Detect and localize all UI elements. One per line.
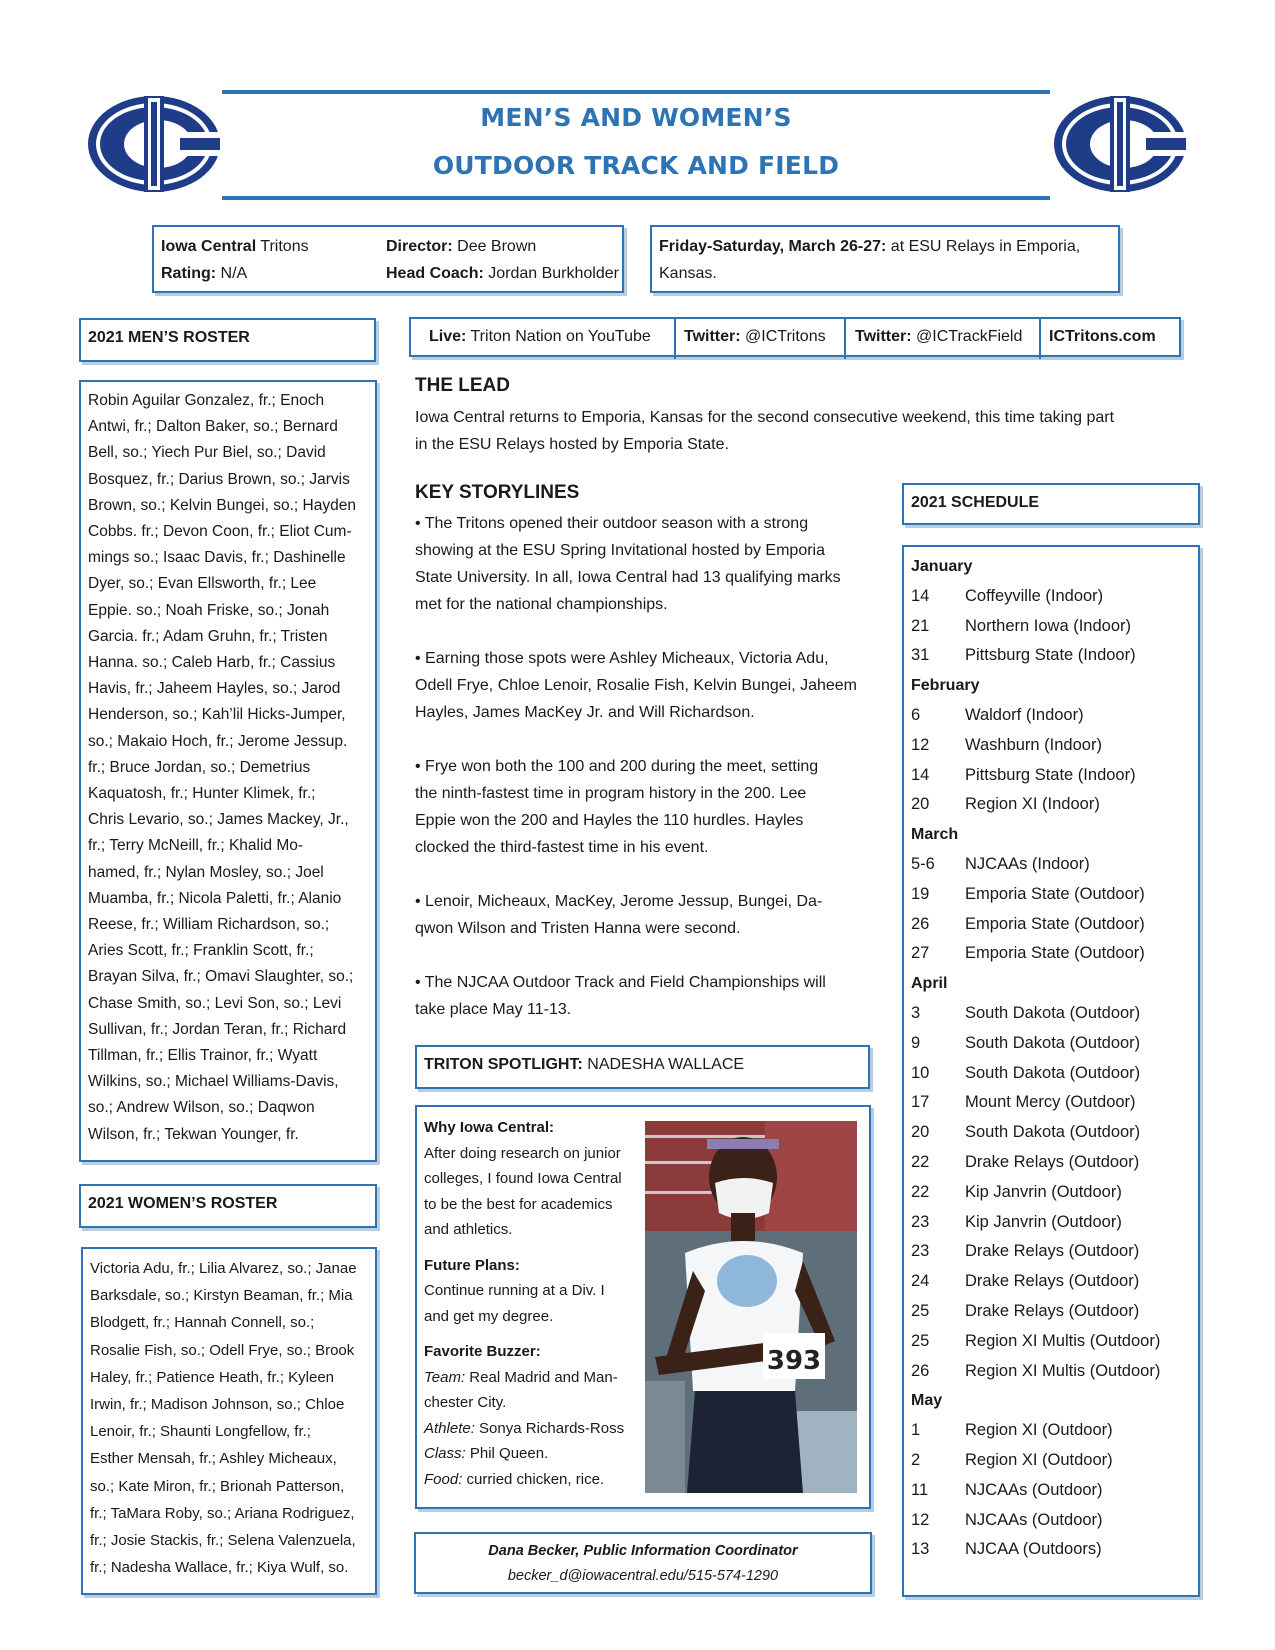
roster-line: Sullivan, fr.; Jordan Teran, fr.; Richard — [88, 1020, 347, 1038]
spotlight-heading-name: NADESHA WALLACE — [582, 1056, 745, 1073]
schedule-event: Emporia State (Outdoor) — [965, 914, 1145, 933]
storyline-line: clocked the third-fastest time in his event. — [415, 839, 709, 856]
food-line — [424, 1467, 639, 1493]
schedule-date: 22 — [911, 1182, 930, 1201]
roster-line: Bell, so.; Yiech Pur Biel, so.; David — [88, 444, 326, 462]
schedule-month: May — [911, 1392, 943, 1410]
contact-detail[interactable]: becker_d@iowacentral.edu/515-574-1290 — [507, 1568, 779, 1584]
athlete-value: Sonya Richards-Ross — [474, 1419, 625, 1437]
storyline-line: Hayles, James MacKey Jr. and Will Richardson. — [415, 704, 755, 721]
link-twitter-value: @ICTritons — [740, 328, 826, 345]
storyline-line: Odell Frye, Chloe Lenoir, Rosalie Fish, Kelvin Bungei, Jaheem — [415, 677, 857, 694]
athlete-line — [424, 1416, 639, 1442]
schedule-row — [911, 1476, 1198, 1506]
schedule-date: 20 — [911, 1123, 930, 1142]
schedule-event: Drake Relays (Outdoor) — [965, 1272, 1140, 1291]
schedule-date: 19 — [911, 884, 930, 903]
roster-line: Barksdale, so.; Kirstyn Beaman, fr.; Mia — [90, 1287, 353, 1305]
roster-line: Dyer, so.; Evan Ellsworth, fr.; Lee — [88, 575, 317, 593]
link-divider — [1039, 319, 1041, 359]
head-coach — [386, 260, 619, 287]
schedule-date: 10 — [911, 1063, 930, 1082]
schedule-event: NJCAAs (Outdoor) — [965, 1510, 1103, 1529]
link-twitter-label: Twitter: — [855, 328, 912, 345]
director — [386, 233, 536, 260]
team-name-bold: Iowa Central — [161, 238, 257, 255]
link-live-label: Live: — [429, 328, 467, 345]
lead-line: Iowa Central returns to Emporia, Kansas for the second consecutive weekend, this time taking part — [415, 409, 1115, 426]
roster-line: Lenoir, fr.; Shaunti Longfellow, fr.; — [90, 1423, 311, 1441]
storyline-item — [415, 645, 875, 726]
roster-line: Rosalie Fish, so.; Odell Frye, so.; Brook — [90, 1341, 355, 1359]
roster-line: Tillman, fr.; Ellis Trainor, fr.; Wyatt — [88, 1047, 318, 1065]
roster-line: mings so.; Isaac Davis, fr.; Dashinelle — [88, 549, 346, 567]
schedule-row — [911, 1029, 1198, 1059]
team-rating — [161, 260, 247, 287]
storyline-line: State University. In all, Iowa Central had 13 qualifying marks — [415, 569, 841, 586]
schedule-event: NJCAA (Outdoors) — [965, 1540, 1102, 1559]
storyline-line: • Lenoir, Micheaux, MacKey, Jerome Jessup, Bungei, Da- — [415, 893, 823, 910]
schedule-row — [911, 1059, 1198, 1089]
team-info-box — [152, 225, 624, 293]
team-name — [161, 233, 309, 260]
storyline-line: • The Tritons opened their outdoor season with a strong — [415, 515, 809, 532]
schedule-date: 26 — [911, 914, 930, 933]
athlete-photo — [645, 1121, 857, 1493]
schedule-date: 23 — [911, 1212, 930, 1231]
roster-line: hamed, fr.; Nylan Mosley, so.; Joel — [88, 863, 324, 881]
rating-value: N/A — [216, 265, 248, 282]
title-rule-top — [222, 90, 1050, 94]
schedule-date: 26 — [911, 1361, 930, 1380]
why-label: Why Iowa Central: — [424, 1119, 555, 1136]
schedule-event: Kip Janvrin (Outdoor) — [965, 1182, 1122, 1201]
roster-line: Chris Levario, so.; James Mackey, Jr., — [88, 811, 349, 829]
roster-line: fr.; Bruce Jordan, so.; Demetrius — [88, 758, 311, 776]
roster-line: fr.; Terry McNeill, fr.; Khalid Mo- — [88, 837, 304, 855]
schedule-date: 31 — [911, 646, 930, 665]
coach-value: Jordan Burkholder — [483, 265, 619, 282]
ic-logo-right-icon — [1050, 92, 1190, 196]
roster-line: fr.; Josie Stackis, fr.; Selena Valenzuela, — [90, 1532, 356, 1550]
storylines-heading: KEY STORYLINES — [415, 482, 580, 503]
link-twitter-trackfield[interactable] — [855, 319, 1022, 359]
schedule-date: 23 — [911, 1242, 930, 1261]
schedule-row — [911, 1446, 1198, 1476]
spotlight-box — [415, 1105, 871, 1509]
schedule-row — [911, 1267, 1198, 1297]
roster-line: fr.; TaMara Roby, so.; Ariana Rodriguez, — [90, 1504, 355, 1522]
roster-line: Henderson, so.; Kah’lil Hicks-Jumper, — [88, 706, 346, 724]
why-line: After doing research on junior — [424, 1144, 621, 1162]
contact-box — [414, 1532, 872, 1594]
schedule-event: Drake Relays (Outdoor) — [965, 1242, 1140, 1261]
link-twitter-label: Twitter: — [684, 328, 741, 345]
womens-roster-heading-box — [79, 1184, 377, 1228]
roster-line: Cobbs. fr.; Devon Coon, fr.; Eliot Cum- — [88, 523, 352, 541]
director-value: Dee Brown — [452, 238, 537, 255]
roster-line: Irwin, fr.; Madison Johnson, so.; Chloe — [90, 1396, 345, 1414]
schedule-date: 14 — [911, 765, 930, 784]
schedule-box — [902, 545, 1200, 1597]
schedule-row — [911, 1208, 1198, 1238]
roster-line: Reese, fr.; William Richardson, so.; — [88, 916, 330, 934]
schedule-date: 1 — [911, 1421, 921, 1440]
roster-line: Kaquatosh, fr.; Hunter Klimek, fr.; — [88, 785, 316, 803]
schedule-row — [911, 701, 1198, 731]
schedule-event: South Dakota (Outdoor) — [965, 1033, 1141, 1052]
roster-line: Muamba, fr.; Nicola Paletti, fr.; Alanio — [88, 889, 342, 907]
schedule-event: Northern Iowa (Indoor) — [965, 616, 1131, 635]
storyline-line: showing at the ESU Spring Invitational hosted by Emporia — [415, 542, 826, 559]
why-text — [424, 1141, 639, 1243]
link-website[interactable] — [1049, 319, 1156, 359]
schedule-date: 12 — [911, 1510, 930, 1529]
contact-name: Dana Becker, Public Information Coordinator — [488, 1543, 798, 1559]
roster-line: so.; Kate Miron, fr.; Brionah Patterson, — [90, 1477, 345, 1495]
link-live-value: Triton Nation on YouTube — [466, 328, 651, 345]
ic-logo-left-icon — [84, 92, 224, 196]
schedule-row — [911, 761, 1198, 791]
schedule-event: Mount Mercy (Outdoor) — [965, 1093, 1136, 1112]
roster-line: Brayan Silva, fr.; Omavi Slaughter, so.; — [88, 968, 354, 986]
lead-body — [415, 404, 1175, 458]
schedule-date: 27 — [911, 944, 930, 963]
coach-label: Head Coach: — [386, 265, 484, 282]
schedule-event: Washburn (Indoor) — [965, 735, 1102, 754]
team-value: Real Madrid and Man- — [465, 1368, 618, 1386]
link-twitter-value: @ICTrackField — [911, 328, 1023, 345]
schedule-month: April — [911, 975, 948, 993]
page-title-line2: OUTDOOR TRACK AND FIELD — [432, 151, 840, 180]
schedule-event: Kip Janvrin (Outdoor) — [965, 1212, 1122, 1231]
storyline-item — [415, 753, 875, 861]
link-divider — [844, 319, 846, 359]
schedule-event: South Dakota (Outdoor) — [965, 1123, 1141, 1142]
storyline-item — [415, 888, 875, 942]
link-live[interactable] — [429, 319, 651, 359]
link-website-label: ICTritons.com — [1049, 328, 1156, 345]
food-label: Food: — [424, 1470, 463, 1488]
womens-roster-box — [81, 1247, 377, 1595]
link-twitter-tritons[interactable] — [684, 319, 826, 359]
schedule-row — [911, 1297, 1198, 1327]
storylines-list — [415, 510, 875, 1050]
mens-roster-heading-box — [79, 318, 376, 362]
schedule-row — [911, 880, 1198, 910]
lead-heading: THE LEAD — [415, 375, 510, 396]
class-value: Phil Queen. — [465, 1445, 549, 1462]
schedule-month: February — [911, 677, 980, 695]
storyline-line: Eppie won the 200 and Hayles the 110 hurdles. Hayles — [415, 812, 804, 829]
schedule-date: 13 — [911, 1540, 930, 1559]
schedule-heading: 2021 SCHEDULE — [911, 494, 1040, 511]
schedule-date: 2 — [911, 1450, 921, 1469]
roster-line: Haley, fr.; Patience Heath, fr.; Kyleen — [90, 1368, 335, 1386]
roster-line: Aries Scott, fr.; Franklin Scott, fr.; — [88, 942, 314, 960]
schedule-row — [911, 582, 1198, 612]
schedule-date: 14 — [911, 586, 930, 605]
storyline-line: qwon Wilson and Tristen Hanna were second. — [415, 920, 741, 937]
schedule-date: 25 — [911, 1301, 930, 1320]
schedule-event: Region XI Multis (Outdoor) — [965, 1331, 1161, 1350]
schedule-date: 3 — [911, 1003, 921, 1022]
team-line — [424, 1365, 639, 1391]
schedule-event: Pittsburg State (Indoor) — [965, 646, 1136, 665]
schedule-row — [911, 790, 1198, 820]
storyline-item — [415, 510, 875, 618]
schedule-date: 20 — [911, 795, 930, 814]
roster-line: Victoria Adu, fr.; Lilia Alvarez, so.; Janae — [90, 1260, 357, 1277]
schedule-row — [911, 939, 1198, 969]
schedule-row — [911, 1148, 1198, 1178]
roster-line: Robin Aguilar Gonzalez, fr.; Enoch — [88, 392, 325, 409]
schedule-date: 25 — [911, 1331, 930, 1350]
food-value: curried chicken, rice. — [462, 1470, 605, 1488]
schedule-row — [911, 1327, 1198, 1357]
roster-line: Antwi, fr.; Dalton Baker, so.; Bernard — [88, 418, 338, 436]
why-line: colleges, I found Iowa Central — [424, 1170, 622, 1187]
schedule-date: 12 — [911, 735, 930, 754]
why-line: and athletics. — [424, 1221, 513, 1238]
roster-line: Garcia. fr.; Adam Gruhn, fr.; Tristen — [88, 627, 328, 645]
roster-line: Blodgett, fr.; Hannah Connell, so.; — [90, 1314, 315, 1332]
schedule-row — [911, 1506, 1198, 1536]
schedule-event: South Dakota (Outdoor) — [965, 1063, 1141, 1082]
schedule-date: 9 — [911, 1033, 921, 1052]
rating-label: Rating: — [161, 265, 217, 282]
mens-roster-box — [79, 380, 377, 1162]
schedule-event: Pittsburg State (Indoor) — [965, 765, 1136, 784]
roster-line: Wilkins, so.; Michael Williams-Davis, — [88, 1073, 339, 1091]
event-box — [650, 225, 1120, 293]
schedule-event: NJCAAs (Indoor) — [965, 854, 1090, 873]
roster-line: Brown, so.; Kelvin Bungei, so.; Hayden — [88, 496, 356, 514]
schedule-row — [911, 641, 1198, 671]
schedule-date: 6 — [911, 705, 921, 724]
storyline-line: • Frye won both the 100 and 200 during the meet, setting — [415, 758, 819, 775]
athlete-label: Athlete: — [424, 1419, 475, 1437]
roster-line: Eppie. so.; Noah Friske, so.; Jonah — [88, 601, 330, 619]
roster-line: fr.; Nadesha Wallace, fr.; Kiya Wulf, so. — [90, 1559, 349, 1577]
schedule-month: January — [911, 558, 973, 575]
schedule-event: Waldorf (Indoor) — [965, 705, 1084, 724]
spotlight-heading-box — [415, 1045, 870, 1089]
schedule-row — [911, 731, 1198, 761]
schedule-month: March — [911, 826, 959, 844]
schedule-event: Region XI Multis (Outdoor) — [965, 1361, 1161, 1380]
schedule-event: Region XI (Indoor) — [965, 795, 1100, 814]
page-title-line1: MEN’S AND WOMEN’S — [480, 103, 792, 132]
roster-line: Wilson, fr.; Tekwan Younger, fr. — [88, 1125, 299, 1143]
roster-line: Havis, fr.; Jaheem Hayles, so.; Jarod — [88, 680, 341, 698]
storyline-line: • The NJCAA Outdoor Track and Field Championships will — [415, 974, 826, 991]
storyline-line: take place May 11-13. — [415, 1001, 572, 1018]
schedule-event: Region XI (Outdoor) — [965, 1450, 1113, 1469]
link-divider — [674, 319, 676, 359]
storyline-line: met for the national championships. — [415, 596, 668, 613]
schedule-event: South Dakota (Outdoor) — [965, 1003, 1141, 1022]
schedule-row — [911, 1178, 1198, 1208]
event-detail: at ESU Relays in Emporia, Kansas. — [659, 238, 1081, 282]
schedule-date: 24 — [911, 1272, 930, 1291]
roster-line: Hanna. so.; Caleb Harb, fr.; Cassius — [88, 654, 336, 672]
team-value-cont: chester City. — [424, 1394, 507, 1411]
mens-roster-heading: 2021 MEN’S ROSTER — [88, 329, 250, 346]
event-date: Friday-Saturday, March 26-27: — [659, 238, 887, 255]
roster-line: so.; Makaio Hoch, fr.; Jerome Jessup. — [88, 732, 348, 750]
buzzer-label: Favorite Buzzer: — [424, 1343, 541, 1360]
why-line: to be the best for academics — [424, 1195, 613, 1213]
schedule-event: Emporia State (Outdoor) — [965, 944, 1145, 963]
schedule-row — [911, 612, 1198, 642]
schedule-date: 11 — [911, 1480, 929, 1499]
schedule-row — [911, 850, 1198, 880]
lead-line: in the ESU Relays hosted by Emporia State. — [415, 436, 729, 453]
schedule-row — [911, 1237, 1198, 1267]
future-line: and get my degree. — [424, 1307, 554, 1325]
schedule-event: NJCAAs (Outdoor) — [965, 1480, 1103, 1499]
class-line — [424, 1441, 639, 1467]
womens-roster-heading: 2021 WOMEN’S ROSTER — [88, 1195, 278, 1212]
schedule-event: Region XI (Outdoor) — [965, 1421, 1113, 1440]
class-label: Class: — [424, 1445, 466, 1462]
media-links-bar — [409, 317, 1181, 357]
future-text — [424, 1278, 639, 1329]
roster-line: so.; Andrew Wilson, so.; Daqwon — [88, 1099, 315, 1117]
storyline-line: the ninth-fastest time in program history in the 200. Lee — [415, 785, 807, 802]
storyline-item — [415, 969, 875, 1023]
roster-line: Bosquez, fr.; Darius Brown, so.; Jarvis — [88, 470, 350, 488]
schedule-row — [911, 1118, 1198, 1148]
schedule-event: Coffeyville (Indoor) — [965, 586, 1104, 605]
schedule-date: 22 — [911, 1152, 930, 1171]
roster-line: Esther Mensah, fr.; Ashley Micheaux, — [90, 1450, 337, 1468]
schedule-event: Drake Relays (Outdoor) — [965, 1152, 1140, 1171]
spotlight-heading-label: TRITON SPOTLIGHT: — [424, 1056, 583, 1073]
schedule-date: 5-6 — [911, 854, 935, 873]
schedule-row — [911, 1535, 1198, 1565]
team-name-rest: Tritons — [256, 238, 309, 255]
schedule-event: Drake Relays (Outdoor) — [965, 1301, 1140, 1320]
spotlight-text — [424, 1115, 639, 1492]
team-label: Team: — [424, 1368, 466, 1386]
schedule-row — [911, 1088, 1198, 1118]
schedule-heading-box — [902, 483, 1200, 525]
future-label: Future Plans: — [424, 1256, 520, 1274]
schedule-row — [911, 1357, 1198, 1387]
title-rule-bottom — [222, 196, 1050, 200]
schedule-event: Emporia State (Outdoor) — [965, 884, 1145, 903]
roster-line: Chase Smith, so.; Levi Son, so.; Levi — [88, 994, 342, 1012]
schedule-date: 21 — [911, 616, 930, 635]
schedule-date: 17 — [911, 1093, 930, 1112]
bib-number: 393 — [766, 1346, 822, 1376]
director-label: Director: — [386, 238, 453, 255]
schedule-row — [911, 1416, 1198, 1446]
schedule-row — [911, 999, 1198, 1029]
storyline-line: • Earning those spots were Ashley Micheaux, Victoria Adu, — [415, 650, 829, 667]
future-line: Continue running at a Div. I — [424, 1282, 605, 1299]
schedule-row — [911, 910, 1198, 940]
